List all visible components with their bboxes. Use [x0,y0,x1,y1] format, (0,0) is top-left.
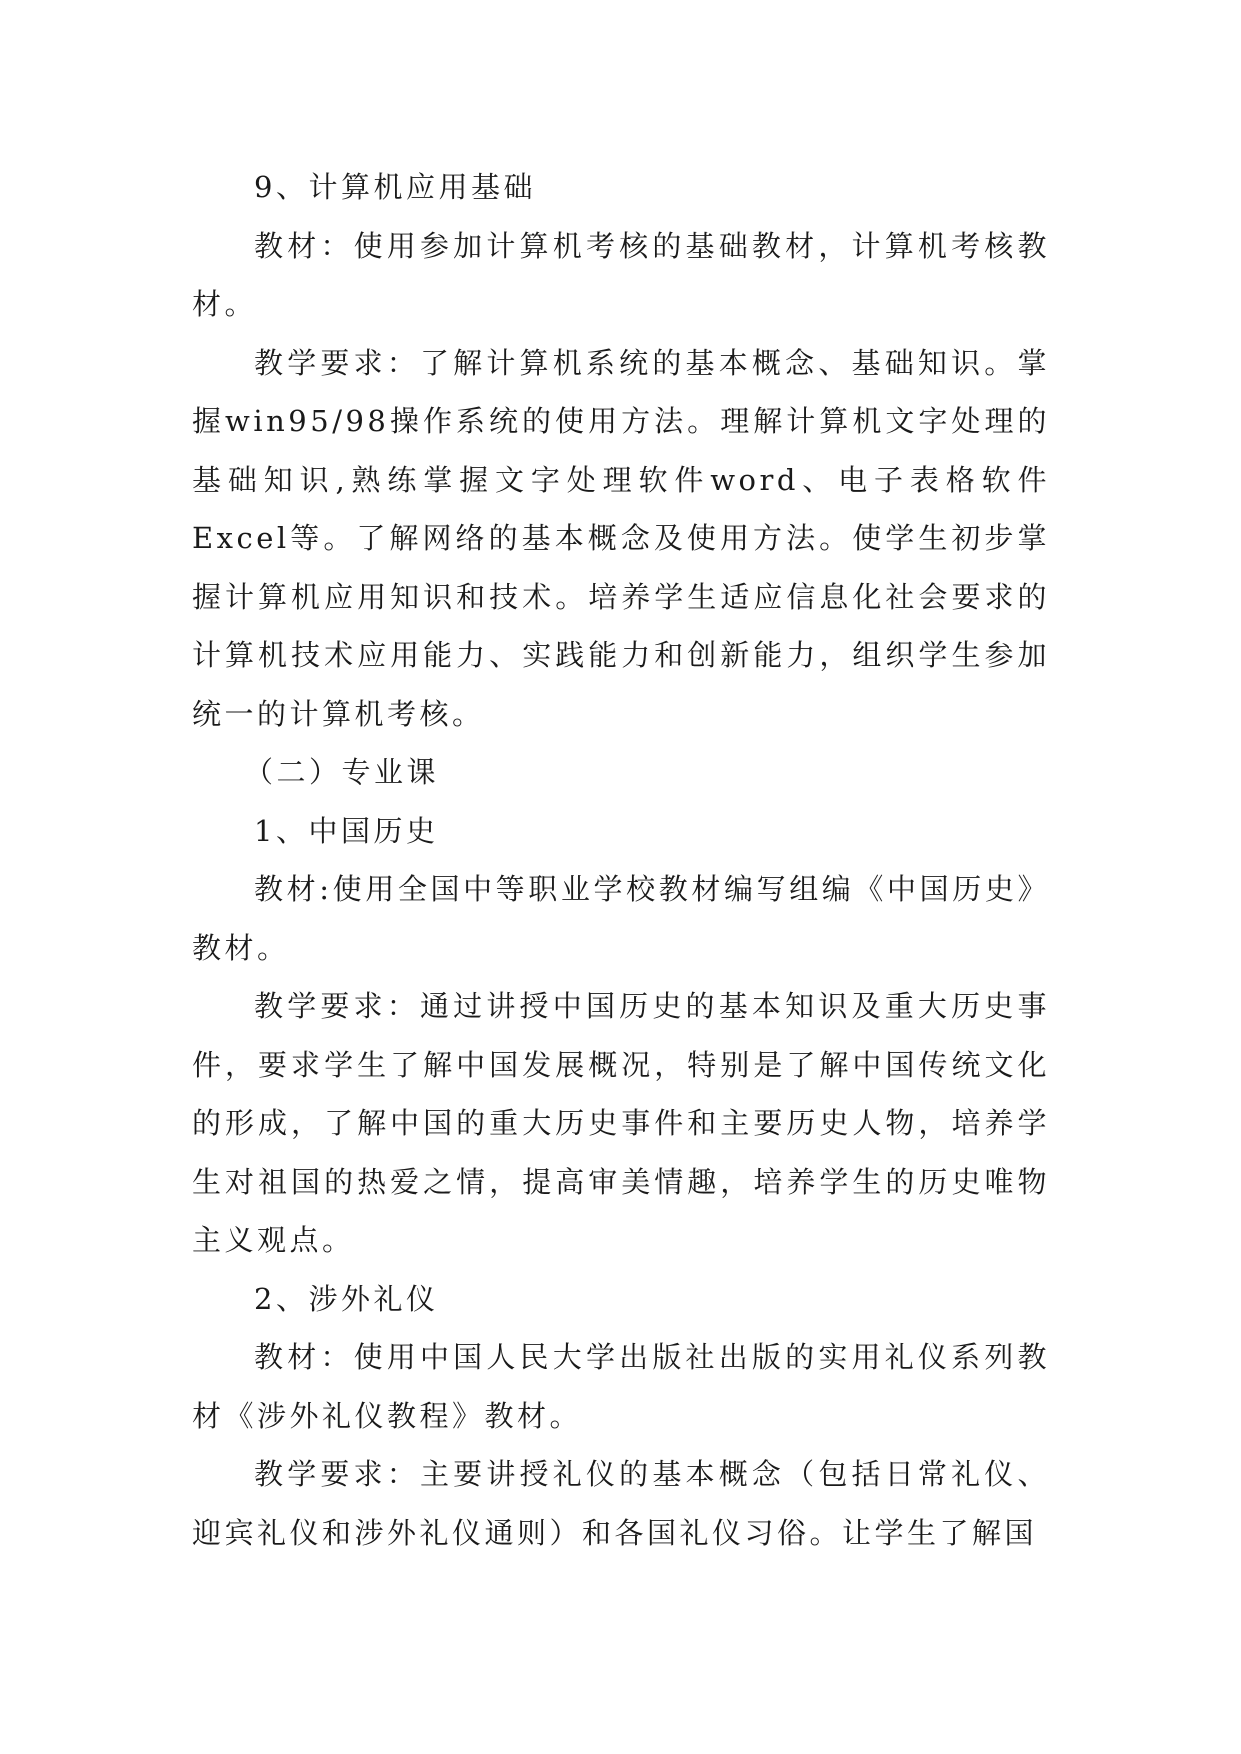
document-body [192,158,1050,1562]
heading-foreign-etiquette: 2、涉外礼仪 [254,1281,439,1316]
paragraph-etiquette-textbook: 教材：使用中国人民大学出版社出版的实用礼仪系列教材《涉外礼仪教程》教材。 [192,1340,1050,1433]
paragraph-history-textbook: 教材:使用全国中等职业学校教材编写组编《中国历史》教材。 [192,872,1050,965]
heading-computer-basics: 9、计算机应用基础 [254,170,536,204]
section-heading-professional-courses: （二）专业课 [244,755,440,789]
paragraph-history-requirements: 教学要求：通过讲授中国历史的基本知识及重大历史事件，要求学生了解中国发展概况，特别是了解中国传统文化的形成，了解中国的重大历史事件和主要历史人物，培养学生对祖国的热爱之情，提高审美情趣，培养学生的历史唯物主义观点。 [192,989,1050,1257]
paragraph-computer-requirements: 教学要求：了解计算机系统的基本概念、基础知识。掌握win95/98操作系统的使用方法。理解计算机文字处理的基础知识,熟练掌握文字处理软件word、电子表格软件Excel等。了解网络的基本概念及使用方法。使学生初步掌握计算机应用知识和技术。培养学生适应信息化社会要求的计算机技术应用能力、实践能力和创新能力，组织学生参加统一的计算机考核。 [192,345,1050,731]
paragraph-computer-textbook: 教材：使用参加计算机考核的基础教材，计算机考核教材。 [192,228,1050,321]
paragraph-etiquette-requirements: 教学要求：主要讲授礼仪的基本概念（包括日常礼仪、迎宾礼仪和涉外礼仪通则）和各国礼仪习俗。让学生了解国 [192,1457,1050,1550]
heading-chinese-history: 1、中国历史 [254,813,439,848]
